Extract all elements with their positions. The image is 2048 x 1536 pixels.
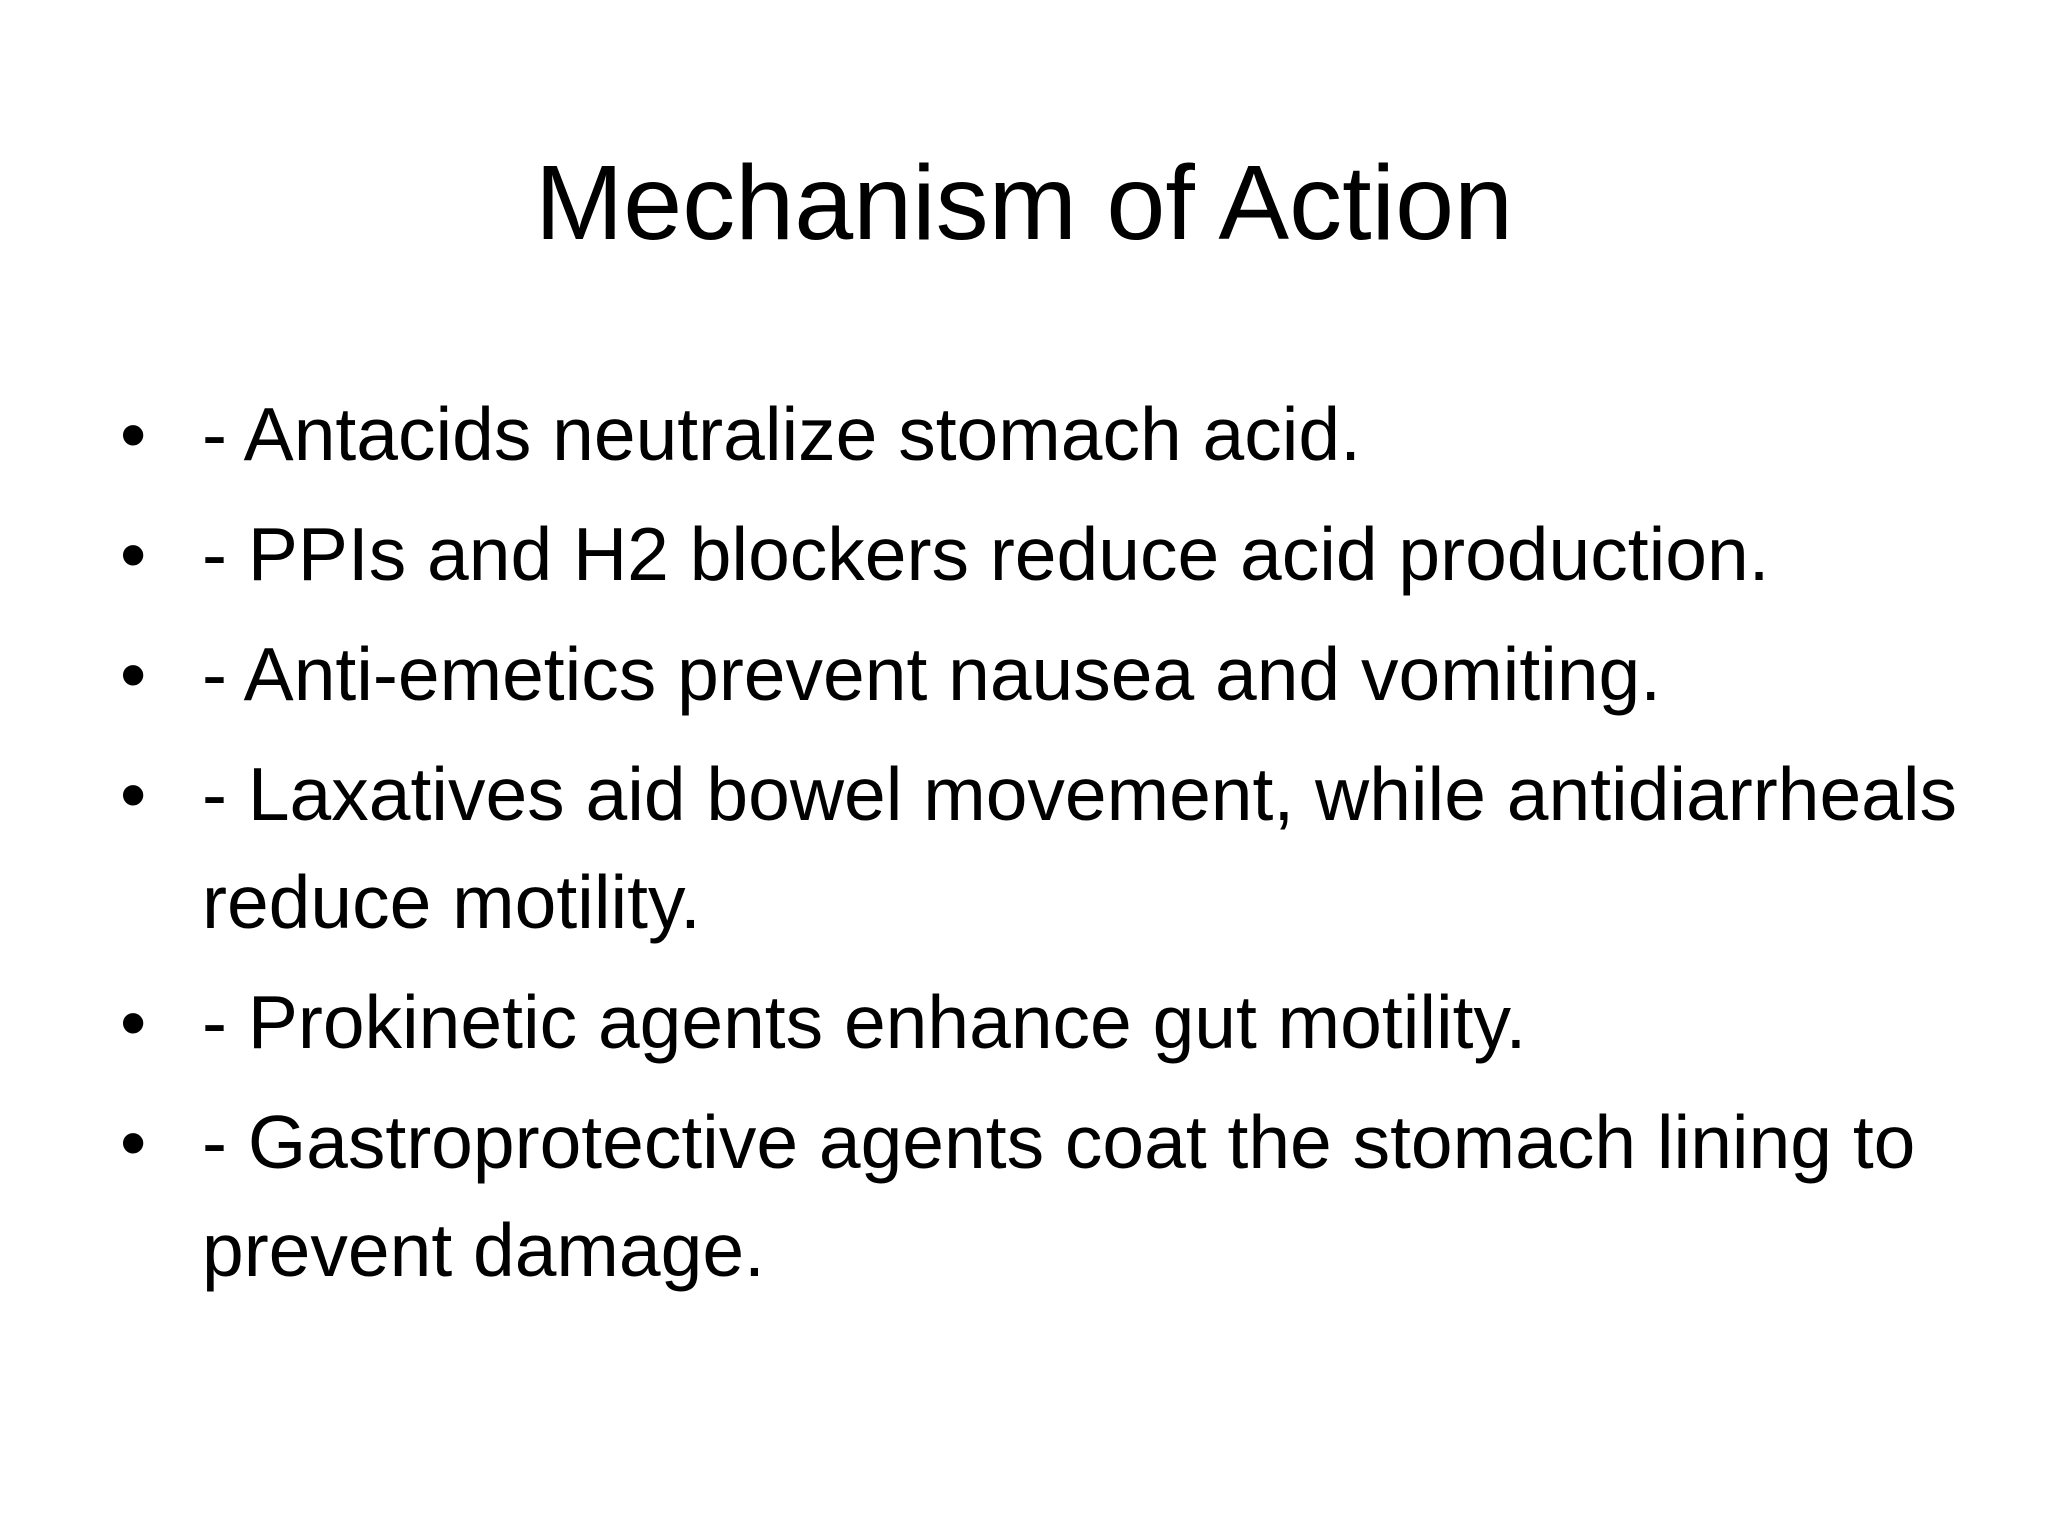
bullet-item — [120, 500, 1960, 608]
bullet-item — [120, 620, 1960, 728]
bullet-icon: • — [120, 1100, 147, 1184]
bullet-text: - Laxatives aid bowel movement, while antidiarrheals reduce motility. — [202, 752, 1958, 944]
bullet-icon: • — [120, 392, 147, 476]
bullet-list — [120, 380, 1960, 1316]
bullet-icon: • — [120, 980, 147, 1064]
slide-title: Mechanism of Action — [534, 144, 1513, 262]
bullet-text: - PPIs and H2 blockers reduce acid production. — [202, 512, 1770, 596]
bullet-text: - Prokinetic agents enhance gut motility. — [202, 980, 1527, 1064]
bullet-item — [120, 380, 1960, 488]
bullet-item — [120, 1088, 1960, 1304]
bullet-text: - Antacids neutralize stomach acid. — [202, 392, 1361, 476]
bullet-item — [120, 968, 1960, 1076]
bullet-icon: • — [120, 632, 147, 716]
bullet-text: - Anti-emetics prevent nausea and vomiting. — [202, 632, 1662, 716]
bullet-icon: • — [120, 752, 147, 836]
bullet-item — [120, 740, 1960, 956]
bullet-text: - Gastroprotective agents coat the stomach lining to prevent damage. — [202, 1100, 1916, 1292]
bullet-icon: • — [120, 512, 147, 596]
